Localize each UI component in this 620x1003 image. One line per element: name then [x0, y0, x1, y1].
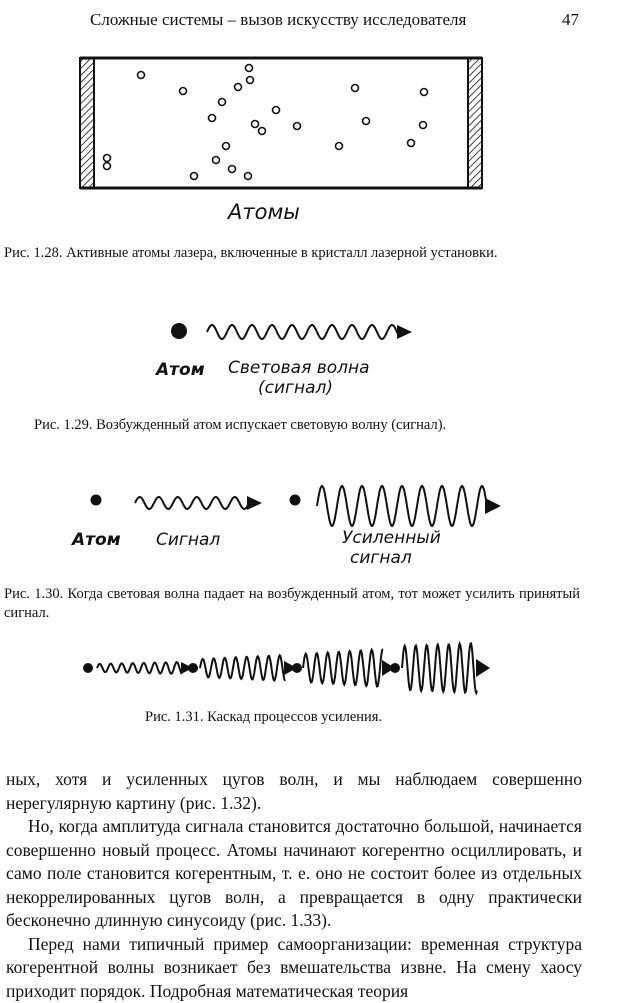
- caption-fig-1-28: Рис. 1.28. Активные атомы лазера, включенные в кристалл лазерной установки.: [4, 245, 498, 261]
- atom: [219, 99, 226, 106]
- amplified-wave: [317, 486, 486, 526]
- atom: [138, 72, 145, 79]
- atom-dot: [290, 495, 301, 506]
- wave-arrowhead: [397, 325, 412, 339]
- paragraph: Но, когда амплитуда сигнала становится достаточно большой, начинается совершенно новый процесс. Атомы начинают когерентно осциллировать, и само поле становится когерентным, т. е. оно не состоит более из отдельных некоррелированных цугов волн, а превращается в одну практически бесконечно длинную синусоиду (рис. 1.33).: [6, 816, 582, 930]
- atom: [252, 121, 259, 128]
- cascade-arrowhead: [284, 661, 297, 675]
- atom-label: Атом: [72, 530, 121, 550]
- atom: [104, 155, 111, 162]
- atom-label: Атом: [156, 360, 205, 380]
- page-header-title: Сложные системы – вызов искусству исследователя: [90, 10, 467, 29]
- atom: [363, 118, 370, 125]
- cascade-arrowhead: [382, 660, 395, 676]
- amplified-label-line2: сигнал: [350, 548, 412, 568]
- signal-arrowhead: [247, 496, 262, 510]
- excited-atom-dot: [171, 323, 187, 339]
- atom: [180, 88, 187, 95]
- signal-label-paren: (сигнал): [258, 378, 333, 398]
- figure-1-29-drawing: [171, 323, 412, 339]
- atom: [294, 123, 301, 130]
- left-mirror: [80, 58, 94, 188]
- atom: [229, 166, 236, 173]
- amplified-arrowhead: [485, 498, 501, 514]
- light-wave-label: Световая волна: [228, 358, 370, 378]
- atom: [408, 140, 415, 147]
- atom: [213, 157, 220, 164]
- paragraph: ных, хотя и усиленных цугов волн, и мы наблюдаем совершенно нерегулярную картину (рис. 1.32).: [6, 769, 582, 813]
- cascade-wave-2: [200, 655, 285, 681]
- right-mirror: [468, 58, 482, 188]
- atom: [235, 84, 242, 91]
- atom: [273, 107, 280, 114]
- caption-fig-1-31: Рис. 1.31. Каскад процессов усиления.: [145, 709, 383, 725]
- atom-dot: [91, 495, 102, 506]
- atom: [191, 173, 198, 180]
- paragraph: Перед нами типичный пример самоорганизации: временная структура когерентной волны возникает без вмешательства извне. На смену хаосу приходит порядок. Подробная математическая теория: [6, 933, 582, 1001]
- atom: [352, 85, 359, 92]
- atom: [247, 77, 254, 84]
- caption-fig-1-29: Рис. 1.29. Возбужденный атом испускает световую волну (сигнал).: [34, 417, 447, 433]
- cascade-wave-3: [303, 649, 383, 686]
- cascade-arrowhead: [476, 659, 490, 677]
- crystal-box: [80, 58, 482, 188]
- atom: [104, 163, 111, 170]
- page-number: 47: [562, 10, 579, 29]
- atom: [246, 65, 253, 72]
- amplified-label-line1: Усиленный: [342, 528, 441, 548]
- atoms-group: [104, 65, 428, 180]
- signal-label: Сигнал: [156, 530, 221, 550]
- atom: [259, 128, 266, 135]
- atom: [336, 143, 343, 150]
- signal-wave: [135, 497, 248, 509]
- cascade-atom-dot: [83, 663, 93, 673]
- body-text: [6, 768, 582, 1003]
- cascade-wave-1: [97, 662, 182, 674]
- cascade-wave-4: [402, 644, 477, 693]
- caption-fig-1-30: Рис. 1.30. Когда световая волна падает на возбужденный атом, тот может усилить принятый сигнал.: [4, 586, 580, 621]
- atom: [420, 122, 427, 129]
- atoms-label: Атомы: [228, 200, 300, 224]
- figure-1-31-drawing: [83, 644, 490, 693]
- atom: [209, 115, 216, 122]
- figure-1-30-drawing: [91, 486, 502, 526]
- light-wave: [207, 325, 398, 339]
- atom: [421, 89, 428, 96]
- atom: [245, 173, 252, 180]
- atom: [223, 143, 230, 150]
